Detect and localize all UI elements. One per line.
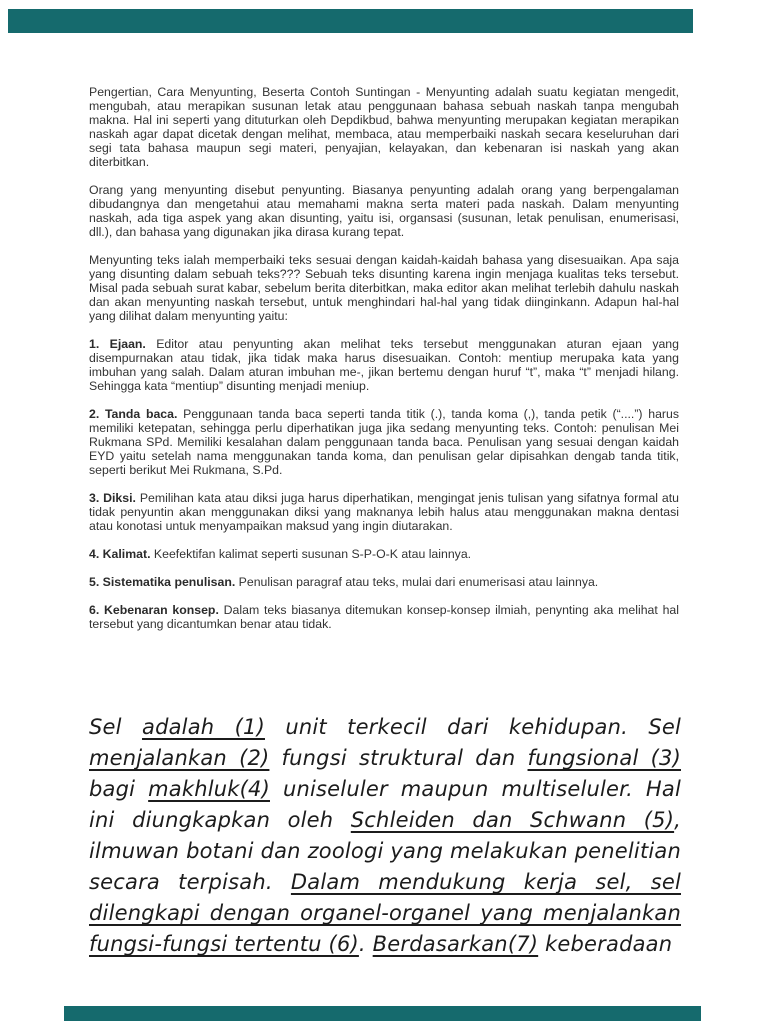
paragraph: 5. Sistematika penulisan. Penulisan paragraf atau teks, mulai dari enumerisasi atau lainnya.: [89, 575, 599, 589]
page-separator-top: [8, 9, 693, 33]
excerpt-segment: uniseluler maupun multiseluler. Hal ini diungkapkan oleh: [89, 777, 681, 832]
paragraph-lead: 5. Sistematika penulisan.: [89, 575, 236, 589]
underlined-blank: menjalankan (2): [89, 746, 270, 770]
paragraph: Orang yang menyunting disebut penyunting. Biasanya penyunting adalah orang yang berpengalaman dibudangnya dan mengetahui atau memahami makna serta materi pada naskah. Dalam menyunting naskah, ada tiga aspek yang akan disunting, yaitu isi, organsasi (susunan, letak penulisan, enumerisasi, dll.), dan bahasa yang digunakan jika dirasa kurang tepat.: [89, 183, 679, 239]
paragraph-lead: 2. Tanda baca.: [89, 407, 178, 421]
underlined-blank: fungsional (3): [527, 746, 681, 770]
excerpt-segment: keberadaan: [538, 932, 673, 956]
excerpt-segment: unit terkecil dari kehidupan. Sel: [264, 715, 681, 739]
excerpt-segment: , ilmuwan botani dan zoologi yang melakukan penelitian secara terpisah.: [89, 808, 681, 894]
page-separator-bottom: [64, 1006, 701, 1021]
excerpt-segment: .: [358, 932, 373, 956]
excerpt-segment: fungsi struktural dan: [269, 746, 528, 770]
paragraph-lead: 4. Kalimat.: [89, 547, 151, 561]
underlined-blank: Berdasarkan(7): [372, 932, 539, 956]
paragraph-lead: 3. Diksi.: [89, 491, 136, 505]
paragraph: 4. Kalimat. Keefektifan kalimat seperti susunan S-P-O-K atau lainnya.: [89, 547, 472, 561]
paragraph-lead: 6. Kebenaran konsep.: [89, 603, 219, 617]
article-paragraphs: [89, 85, 679, 645]
paragraph-lead: 1. Ejaan.: [89, 337, 146, 351]
paragraph: 3. Diksi. Pemilihan kata atau diksi juga harus diperhatikan, mengingat jenis tulisan yang sifatnya formal atu tidak penyuntin akan menggunakan diksi yang maknanya lebih halus atau menggunakan makna dentasi atau konotasi untuk menyampaikan maksud yang ingin diutarakan.: [89, 491, 680, 533]
underlined-blank: Schleiden dan Schwann (5): [350, 808, 675, 832]
excerpt-segment: Sel: [89, 715, 143, 739]
paragraph: 6. Kebenaran konsep. Dalam teks biasanya ditemukan konsep-konsep ilmiah, penynting aka melihat hal tersebut yang dicantumkan benar atau tidak.: [89, 603, 679, 631]
paragraph: 1. Ejaan. Editor atau penyunting akan melihat teks tersebut menggunakan aturan ejaan yang disempurnakan atau tidak, jika tidak maka harus disesuaikan. Contoh: mentiup merupaka kata yang imbuhan yang salah. Dalam aturan imbuhan me-, jikan bertemu dengan huruf “t”, maka “t” menjadi hilang. Sehingga kata “mentiup” disunting menjadi meniup.: [89, 337, 679, 393]
underlined-blank: adalah (1): [142, 715, 265, 739]
paragraph: Menyunting teks ialah memperbaiki teks sesuai dengan kaidah-kaidah bahasa yang disesuaikan. Apa saja yang disunting dalam sebuah teks??? Sebuah teks disunting karena ingin menjaga kualitas teks tersebut. Misal pada sebuah surat kabar, sebelum berita diterbitkan, maka editor akan melihat terlebih dahulu naskah dan akan menyunting naskah tersebut, untuk menghindari hal-hal yang tidak diinginkann. Adapun hal-hal yang dilihat dalam menyunting yaitu:: [89, 253, 679, 323]
excerpt-segment: bagi: [89, 777, 149, 801]
underlined-blank: Dalam mendukung kerja sel, sel dilengkapi dengan organel-organel yang menjalankan fungsi-fungsi tertentu (6): [89, 870, 681, 956]
paragraph: Pengertian, Cara Menyunting, Beserta Contoh Suntingan - Menyunting adalah suatu kegiatan mengedit, mengubah, atau merapikan susunan letak atau penggunaan bahasa sebuah naskah tanpa mengubah makna. Hal ini seperti yang dituturkan oleh Depdikbud, bahwa menyunting merupakan kegiatan merapikan naskah agar dapat dicetak dengan melihat, membaca, atau memperbaiki naskah secara keseluruhan dari segi tata bahasa maupun segi materi, penyajian, kelayakan, dan kebenaran isi naskah yang akan diterbitkan.: [89, 85, 679, 169]
underlined-blank: makhluk(4): [148, 777, 270, 801]
excerpt-text: [89, 712, 681, 960]
paragraph: 2. Tanda baca. Penggunaan tanda baca seperti tanda titik (.), tanda koma (,), tanda petik (“....”) harus memiliki ketepatan, sehingga perlu diperhatikan juga jika sedang menyunting teks. Contoh: penulisan Mei Rukmana SPd. Memiliki kesalahan dalam penggunaan tanda baca. Penulisan yang sesuai dengan kaidah EYD yaitu setelah nama menggunakan tanda koma, dan penulisan gelar dipisahkan dengab tanda titik, seperti berikut Mei Rukmana, S.Pd.: [89, 407, 679, 477]
